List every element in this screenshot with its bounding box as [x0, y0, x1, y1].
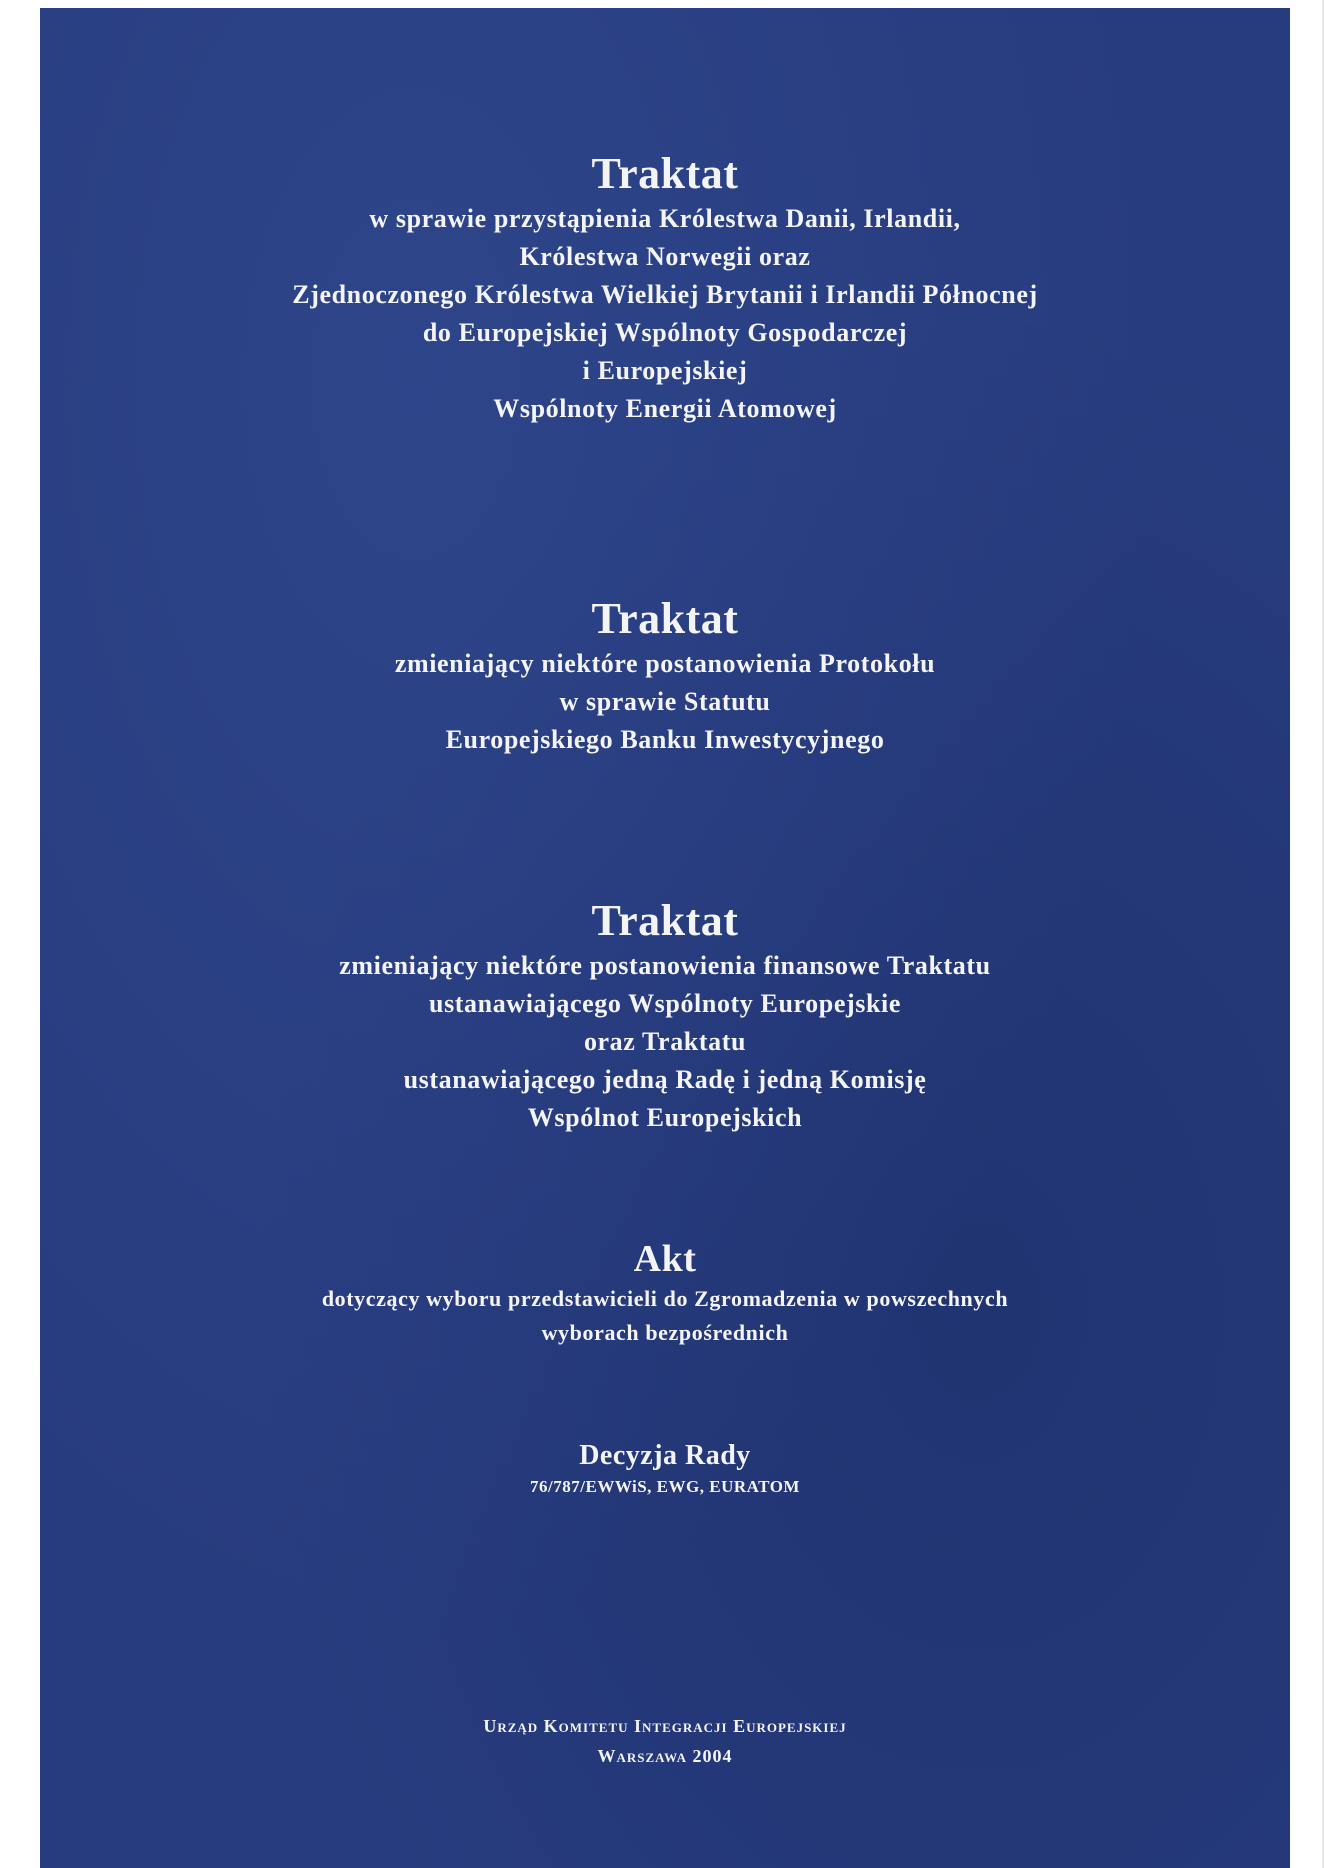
section-line: do Europejskiej Wspólnoty Gospodarczej	[422, 318, 908, 347]
section-line: Wspólnoty Energii Atomowej	[493, 394, 837, 423]
publisher-name: Urząd Komitetu Integracji Europejskiej	[483, 1716, 847, 1736]
treaty-accession-section	[40, 148, 1290, 428]
council-decision	[40, 1438, 1290, 1500]
section-line: ustanawiającego Wspólnoty Europejskie	[429, 989, 901, 1018]
section-line: zmieniający niektóre postanowienia Protokołu	[394, 649, 936, 678]
section-line: Królestwa Norwegii oraz	[519, 242, 811, 271]
section-title: Traktat	[591, 594, 739, 643]
publisher-info	[40, 1711, 1290, 1771]
decision-code: 76/787/EWWiS, EWG, EURATOM	[530, 1477, 800, 1496]
section-line: Wspólnot Europejskich	[527, 1103, 803, 1132]
section-line: dotyczący wyboru przedstawicieli do Zgromadzenia w powszechnych	[321, 1286, 1009, 1311]
section-title: Traktat	[591, 896, 739, 945]
section-title: Traktat	[591, 149, 739, 198]
section-line: w sprawie przystąpienia Królestwa Danii, Irlandii,	[369, 204, 961, 233]
treaty-eib-section	[40, 593, 1290, 759]
section-line: Europejskiego Banku Inwestycyjnego	[445, 725, 885, 754]
book-cover	[40, 8, 1290, 1868]
section-line: w sprawie Statutu	[559, 687, 771, 716]
section-line: oraz Traktatu	[583, 1027, 747, 1056]
section-line: Zjednoczonego Królestwa Wielkiej Brytanii i Irlandii Północnej	[292, 280, 1038, 309]
section-line: zmieniający niektóre postanowienia finansowe Traktatu	[339, 951, 991, 980]
act-elections-section	[40, 1236, 1290, 1350]
treaty-financial-section	[40, 895, 1290, 1137]
section-line: i Europejskiej	[582, 356, 748, 385]
section-line: wyborach bezpośrednich	[541, 1320, 789, 1345]
decision-title: Decyzja Rady	[579, 1440, 751, 1471]
section-title: Akt	[633, 1238, 697, 1280]
section-line: ustanawiającego jedną Radę i jedną Komisję	[403, 1065, 927, 1094]
publisher-place-year: Warszawa 2004	[597, 1746, 733, 1766]
